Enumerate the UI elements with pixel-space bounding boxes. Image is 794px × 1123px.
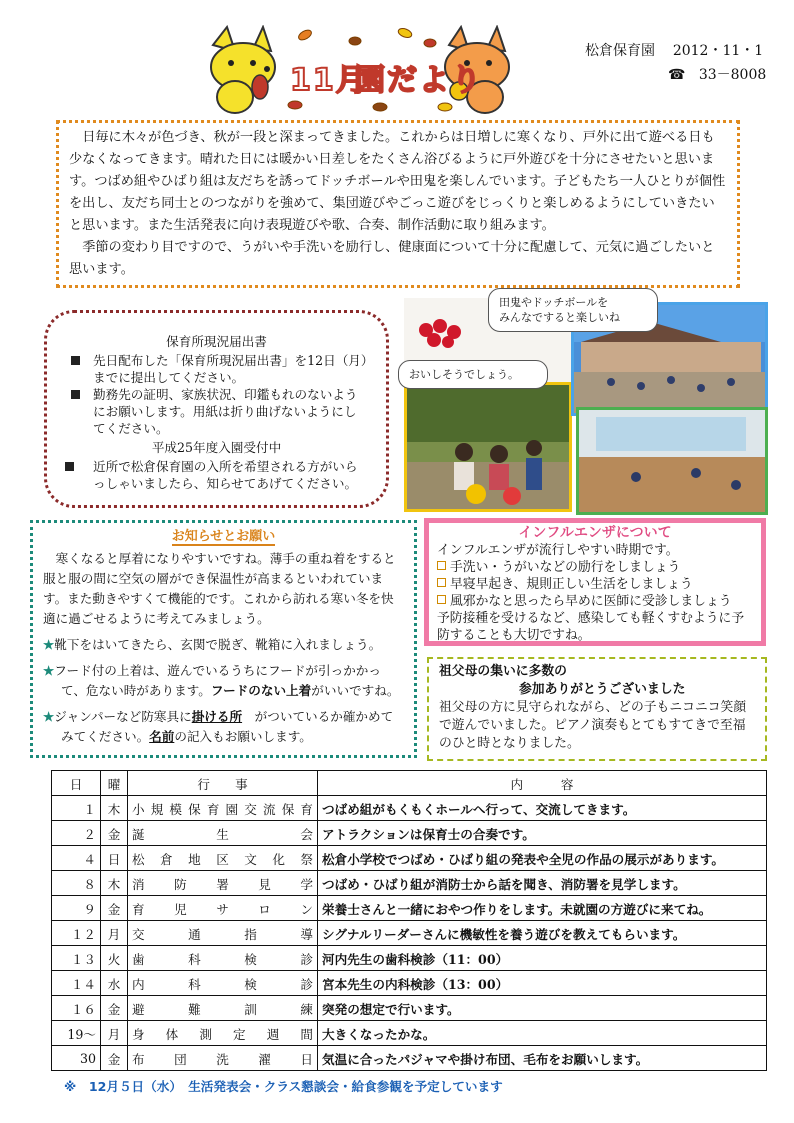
table-row: [52, 821, 767, 846]
content-cell: 気温に合ったパジャマや掛け布団、毛布をお願いします。: [318, 1046, 767, 1071]
weekday-cell: 木: [101, 796, 128, 821]
event-cell: 育児サロン: [128, 896, 318, 921]
weekday-cell: 水: [101, 971, 128, 996]
table-body: [52, 796, 767, 1071]
star-icon: ★: [43, 709, 55, 724]
table-row: [52, 996, 767, 1021]
table-row: [52, 921, 767, 946]
influenza-bullet-3: 風邪かなと思ったら早めに医師に受診しましょう: [437, 593, 753, 610]
star-icon: ★: [43, 637, 55, 652]
day-cell: 30: [52, 1046, 101, 1071]
content-cell: 栄養士さんと一緒におやつ作りをします。未就園の方遊びに来てね。: [318, 896, 767, 921]
speech-bubble-playground: [488, 288, 658, 332]
star-icon: ★: [43, 663, 55, 678]
weekday-cell: 木: [101, 871, 128, 896]
content-cell: シグナルリーダーさんに機敏性を養う遊びを教えてもらいます。: [318, 921, 767, 946]
grandparents-body: 祖父母の方に見守られながら、どの子もニコニコ笑顔で遊んでいました。ピアノ演奏もとてもすてきで至福のひと時となりました。: [439, 700, 747, 751]
issue-date: 2012・11・1: [672, 43, 764, 59]
notice-heading-2: 平成25年度入園受付中: [151, 440, 282, 455]
footnote: ※ 12月５日（水） 生活発表会・クラス懇談会・給食参観を予定しています: [64, 1079, 503, 1094]
weekday-cell: 金: [101, 896, 128, 921]
day-cell: ２: [52, 821, 101, 846]
day-cell: １３: [52, 946, 101, 971]
notice-item-2: [65, 386, 368, 437]
weekday-cell: 金: [101, 1046, 128, 1071]
header-day: 日: [52, 771, 101, 796]
notice-box: [44, 310, 389, 508]
info-paragraph: 寒くなると厚着になりやすいですね。薄手の重ね着をすると服と服の間に空気の層ができ保温性が高まるといわれています。また動きやすくて機能的です。これから訪れる寒い冬を快適に過ごせるように考えてみましょう。: [43, 551, 396, 626]
info-request-box: [30, 520, 417, 758]
weekday-cell: 日: [101, 846, 128, 871]
day-cell: １２: [52, 921, 101, 946]
header-weekday: 曜: [101, 771, 128, 796]
info-star-item-1: ★靴下をはいてきたら、玄関で脱ぎ、靴箱に入れましょう。: [43, 637, 382, 652]
photo-hall-play: [576, 407, 768, 515]
grandparents-title-1: 祖父母の集いに多数の: [439, 664, 567, 679]
telephone-icon: ☎: [668, 67, 686, 83]
table-row: [52, 1046, 767, 1071]
event-cell: 避難訓練: [128, 996, 318, 1021]
weekday-cell: 金: [101, 821, 128, 846]
page-title: 園だより: [355, 63, 483, 98]
intro-paragraph-1: 日毎に木々が色づき、秋が一段と深まってきました。これからは日増しに寒くなり、戸外に出て遊べる日も少なくなってきます。晴れた日には暖かい日差しをたくさん浴びるように戸外遊びを十分にさせたいと思います。つばめ組やひばり組は友だちを誘ってドッチボールや田鬼を楽しんでいます。子どもたち一人ひとりが個性を出し、友だち同士とのつながりを強めて、集団遊びやごっこ遊びをじっくりと楽しめるようにしていきたいと思います。また生活発表に向け表現遊びや歌、合奏、制作活動に取り組みます。: [69, 130, 726, 233]
event-cell: 歯科検診: [128, 946, 318, 971]
content-cell: つばめ組がもくもくホールへ行って、交流してきます。: [318, 796, 767, 821]
event-cell: 布団洗濯日: [128, 1046, 318, 1071]
event-cell: 誕生会: [128, 821, 318, 846]
speech-bubble-line: 田鬼やドッチボールを: [499, 296, 609, 309]
weekday-cell: 金: [101, 996, 128, 1021]
grandparents-title-2: 参加ありがとうございました: [519, 682, 686, 697]
phone-number: 33－8008: [698, 67, 767, 83]
event-cell: 松倉地区文化祭: [128, 846, 318, 871]
event-cell: 身体測定週間: [128, 1021, 318, 1046]
content-cell: アトラクションは保育士の合奏です。: [318, 821, 767, 846]
influenza-bullet-2: 早寝早起き、規則正しい生活をしましょう: [437, 576, 753, 593]
event-cell: 小規模保育園交流保育: [128, 796, 318, 821]
bullet-square-icon: [71, 390, 80, 399]
influenza-line: 予防接種を受けるなど、感染しても軽くすむように予防することも大切ですね。: [437, 611, 745, 643]
table-row: [52, 846, 767, 871]
info-title: お知らせとお願い: [171, 529, 276, 544]
title-banner: [205, 25, 515, 115]
header-event: 行 事: [128, 771, 318, 796]
checkbox-bullet-icon: [437, 578, 446, 587]
schedule-table: [51, 770, 767, 1071]
info-star-item-3: ★ジャンパーなど防寒具に掛ける所 がついているか確かめてみてください。名前の記入もお願いします。: [43, 709, 394, 744]
school-name: 松倉保育園: [585, 43, 655, 59]
day-cell: １４: [52, 971, 101, 996]
content-cell: 突発の想定で行います。: [318, 996, 767, 1021]
intro-box: [56, 120, 740, 288]
table-row: [52, 896, 767, 921]
day-cell: ４: [52, 846, 101, 871]
info-star-item-2: ★フード付の上着は、遊んでいるうちにフードが引っかかって、危ない時があります。フードのない上着がいいですね。: [43, 663, 400, 698]
event-cell: 交通指導: [128, 921, 318, 946]
table-row: [52, 971, 767, 996]
school-name-date: [585, 40, 763, 60]
notice-item-3: [65, 458, 368, 492]
weekday-cell: 月: [101, 921, 128, 946]
influenza-box: [424, 518, 766, 646]
emphasis-text: フードのない上着: [210, 683, 312, 698]
table-row: [52, 796, 767, 821]
table-row: [52, 946, 767, 971]
table-row: [52, 1021, 767, 1046]
influenza-line: インフルエンザが流行しやすい時期です。: [437, 543, 679, 558]
emphasis-text: 名前: [149, 729, 175, 744]
checkbox-bullet-icon: [437, 595, 446, 604]
notice-item-text: 近所で松倉保育園の入所を希望される方がいらっしゃいましたら、知らせてあげてください。: [93, 459, 358, 491]
day-cell: １: [52, 796, 101, 821]
month-title: 11月: [290, 63, 368, 98]
checkbox-bullet-icon: [437, 561, 446, 570]
notice-item-1: [65, 352, 368, 386]
phone-line: [668, 64, 766, 84]
day-cell: ８: [52, 871, 101, 896]
weekday-cell: 火: [101, 946, 128, 971]
header-content: 内 容: [318, 771, 767, 796]
emphasis-text: 掛ける所: [191, 709, 243, 724]
influenza-title: インフルエンザについて: [518, 525, 672, 541]
content-cell: 河内先生の歯科検診（11：00）: [318, 946, 767, 971]
day-cell: ９: [52, 896, 101, 921]
table-row: [52, 871, 767, 896]
notice-item-text: 先日配布した「保育所現況届出書」を12日（月）までに提出してください。: [93, 353, 368, 385]
content-cell: 宮本先生の内科検診（13：00）: [318, 971, 767, 996]
bullet-square-icon: [71, 356, 80, 365]
influenza-bullet-1: 手洗い・うがいなどの励行をしましょう: [437, 559, 753, 576]
day-cell: １６: [52, 996, 101, 1021]
event-cell: 消防署見学: [128, 871, 318, 896]
speech-bubble-tasty: おいしそうでしょう。: [398, 360, 548, 389]
content-cell: 松倉小学校でつばめ・ひばり組の発表や全児の作品の展示があります。: [318, 846, 767, 871]
photo-garden-children: [404, 382, 572, 512]
content-cell: 大きくなったかな。: [318, 1021, 767, 1046]
speech-bubble-line: みんなですると楽しいね: [499, 311, 620, 324]
notice-heading-1: 保育所現況届出書: [166, 334, 267, 349]
intro-paragraph-2: 季節の変わり目ですので、うがいや手洗いを励行し、健康面について十分に配慮して、元気に過ごしたいと思います。: [69, 240, 715, 277]
grandparents-box: [427, 657, 767, 761]
notice-item-text: 勤務先の証明、家族状況、印鑑もれのないようにお願いします。用紙は折り曲げないようにしてください。: [93, 387, 358, 436]
content-cell: つばめ・ひばり組が消防士から話を聞き、消防署を見学します。: [318, 871, 767, 896]
bullet-square-icon: [65, 462, 74, 471]
day-cell: 19～: [52, 1021, 101, 1046]
table-header-row: [52, 771, 767, 796]
event-cell: 内科検診: [128, 971, 318, 996]
weekday-cell: 月: [101, 1021, 128, 1046]
